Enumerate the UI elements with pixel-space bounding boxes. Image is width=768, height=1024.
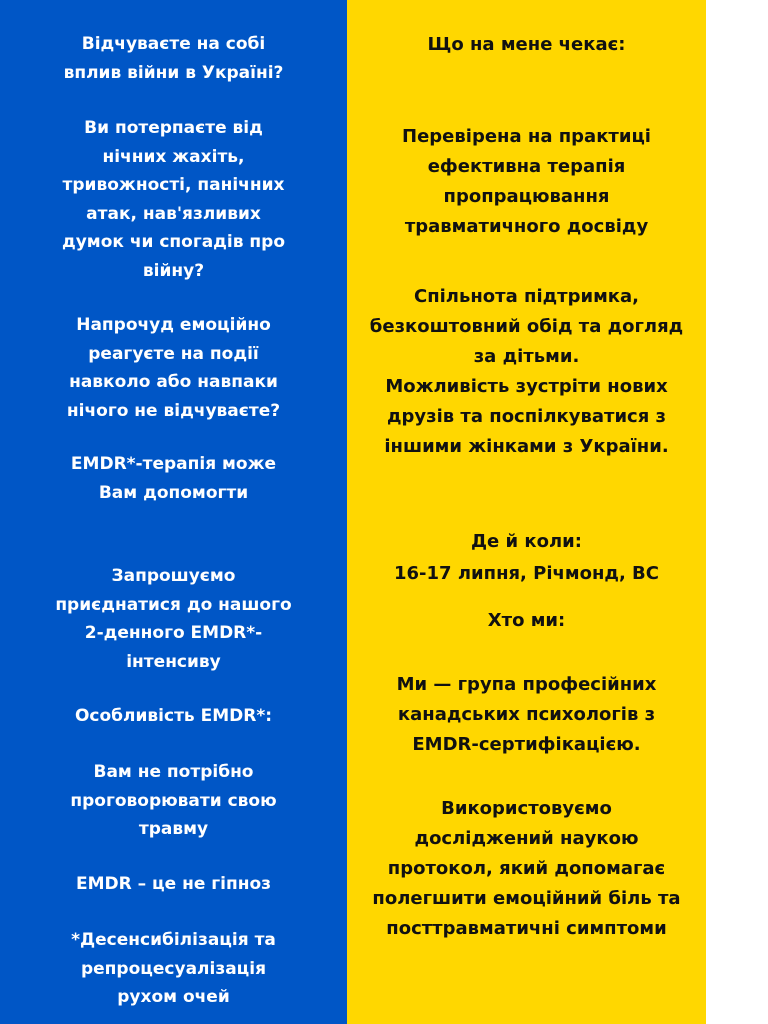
- who-we-are-title: Хто ми:: [487, 610, 566, 631]
- symptoms-question: Ви потерпаєте від нічних жахіть, тривожності, панічних атак, нав'язливих думок чи спогадів про війну?: [61, 118, 286, 281]
- emdr-feature-title: Особливість EMDR*:: [74, 706, 273, 726]
- no-talk-statement: Вам не потрібно проговорювати свою травму: [70, 762, 277, 839]
- who-we-are-description: Ми — група професійних канадських психологів з EMDR-сертифікацією.: [396, 674, 657, 755]
- right-white-margin: [706, 0, 768, 1024]
- emdr-help-statement: EMDR*-терапія може Вам допомогти: [70, 454, 277, 503]
- community-description: Спільнота підтримка, безкоштовний обід та догляд за дітьми. Можливість зустріти нових друзів та поспілкуватися з іншими жінками з України.: [369, 286, 684, 457]
- therapy-description: Перевірена на практиці ефективна терапія пропрацювання травматичного досвіду: [402, 126, 651, 237]
- where-when-title: Де й коли:: [471, 531, 582, 552]
- emdr-footnote: *Десенсибілізація та репроцесуалізація рухом очей: [71, 930, 276, 1007]
- where-when-details: 16-17 липня, Річмонд, BC: [394, 563, 659, 584]
- protocol-description: Використовуємо досліджений наукою протокол, який допомагає полегшити емоційний біль та посттравматичні симптоми: [372, 798, 681, 939]
- reactions-question: Напрочуд емоційно реагуєте на події навколо або навпаки нічого не відчуваєте?: [66, 315, 281, 421]
- intro-question: Відчуваєте на собі вплив війни в Україні?: [63, 34, 284, 83]
- expectations-heading: Що на мене чекає:: [427, 34, 626, 55]
- left-panel: [0, 0, 347, 1024]
- invitation-text: Запрошуємо приєднатися до нашого 2-денного EMDR*- інтенсиву: [55, 566, 292, 672]
- right-panel: [347, 0, 706, 1024]
- not-hypnosis-statement: EMDR – це не гіпноз: [75, 874, 272, 894]
